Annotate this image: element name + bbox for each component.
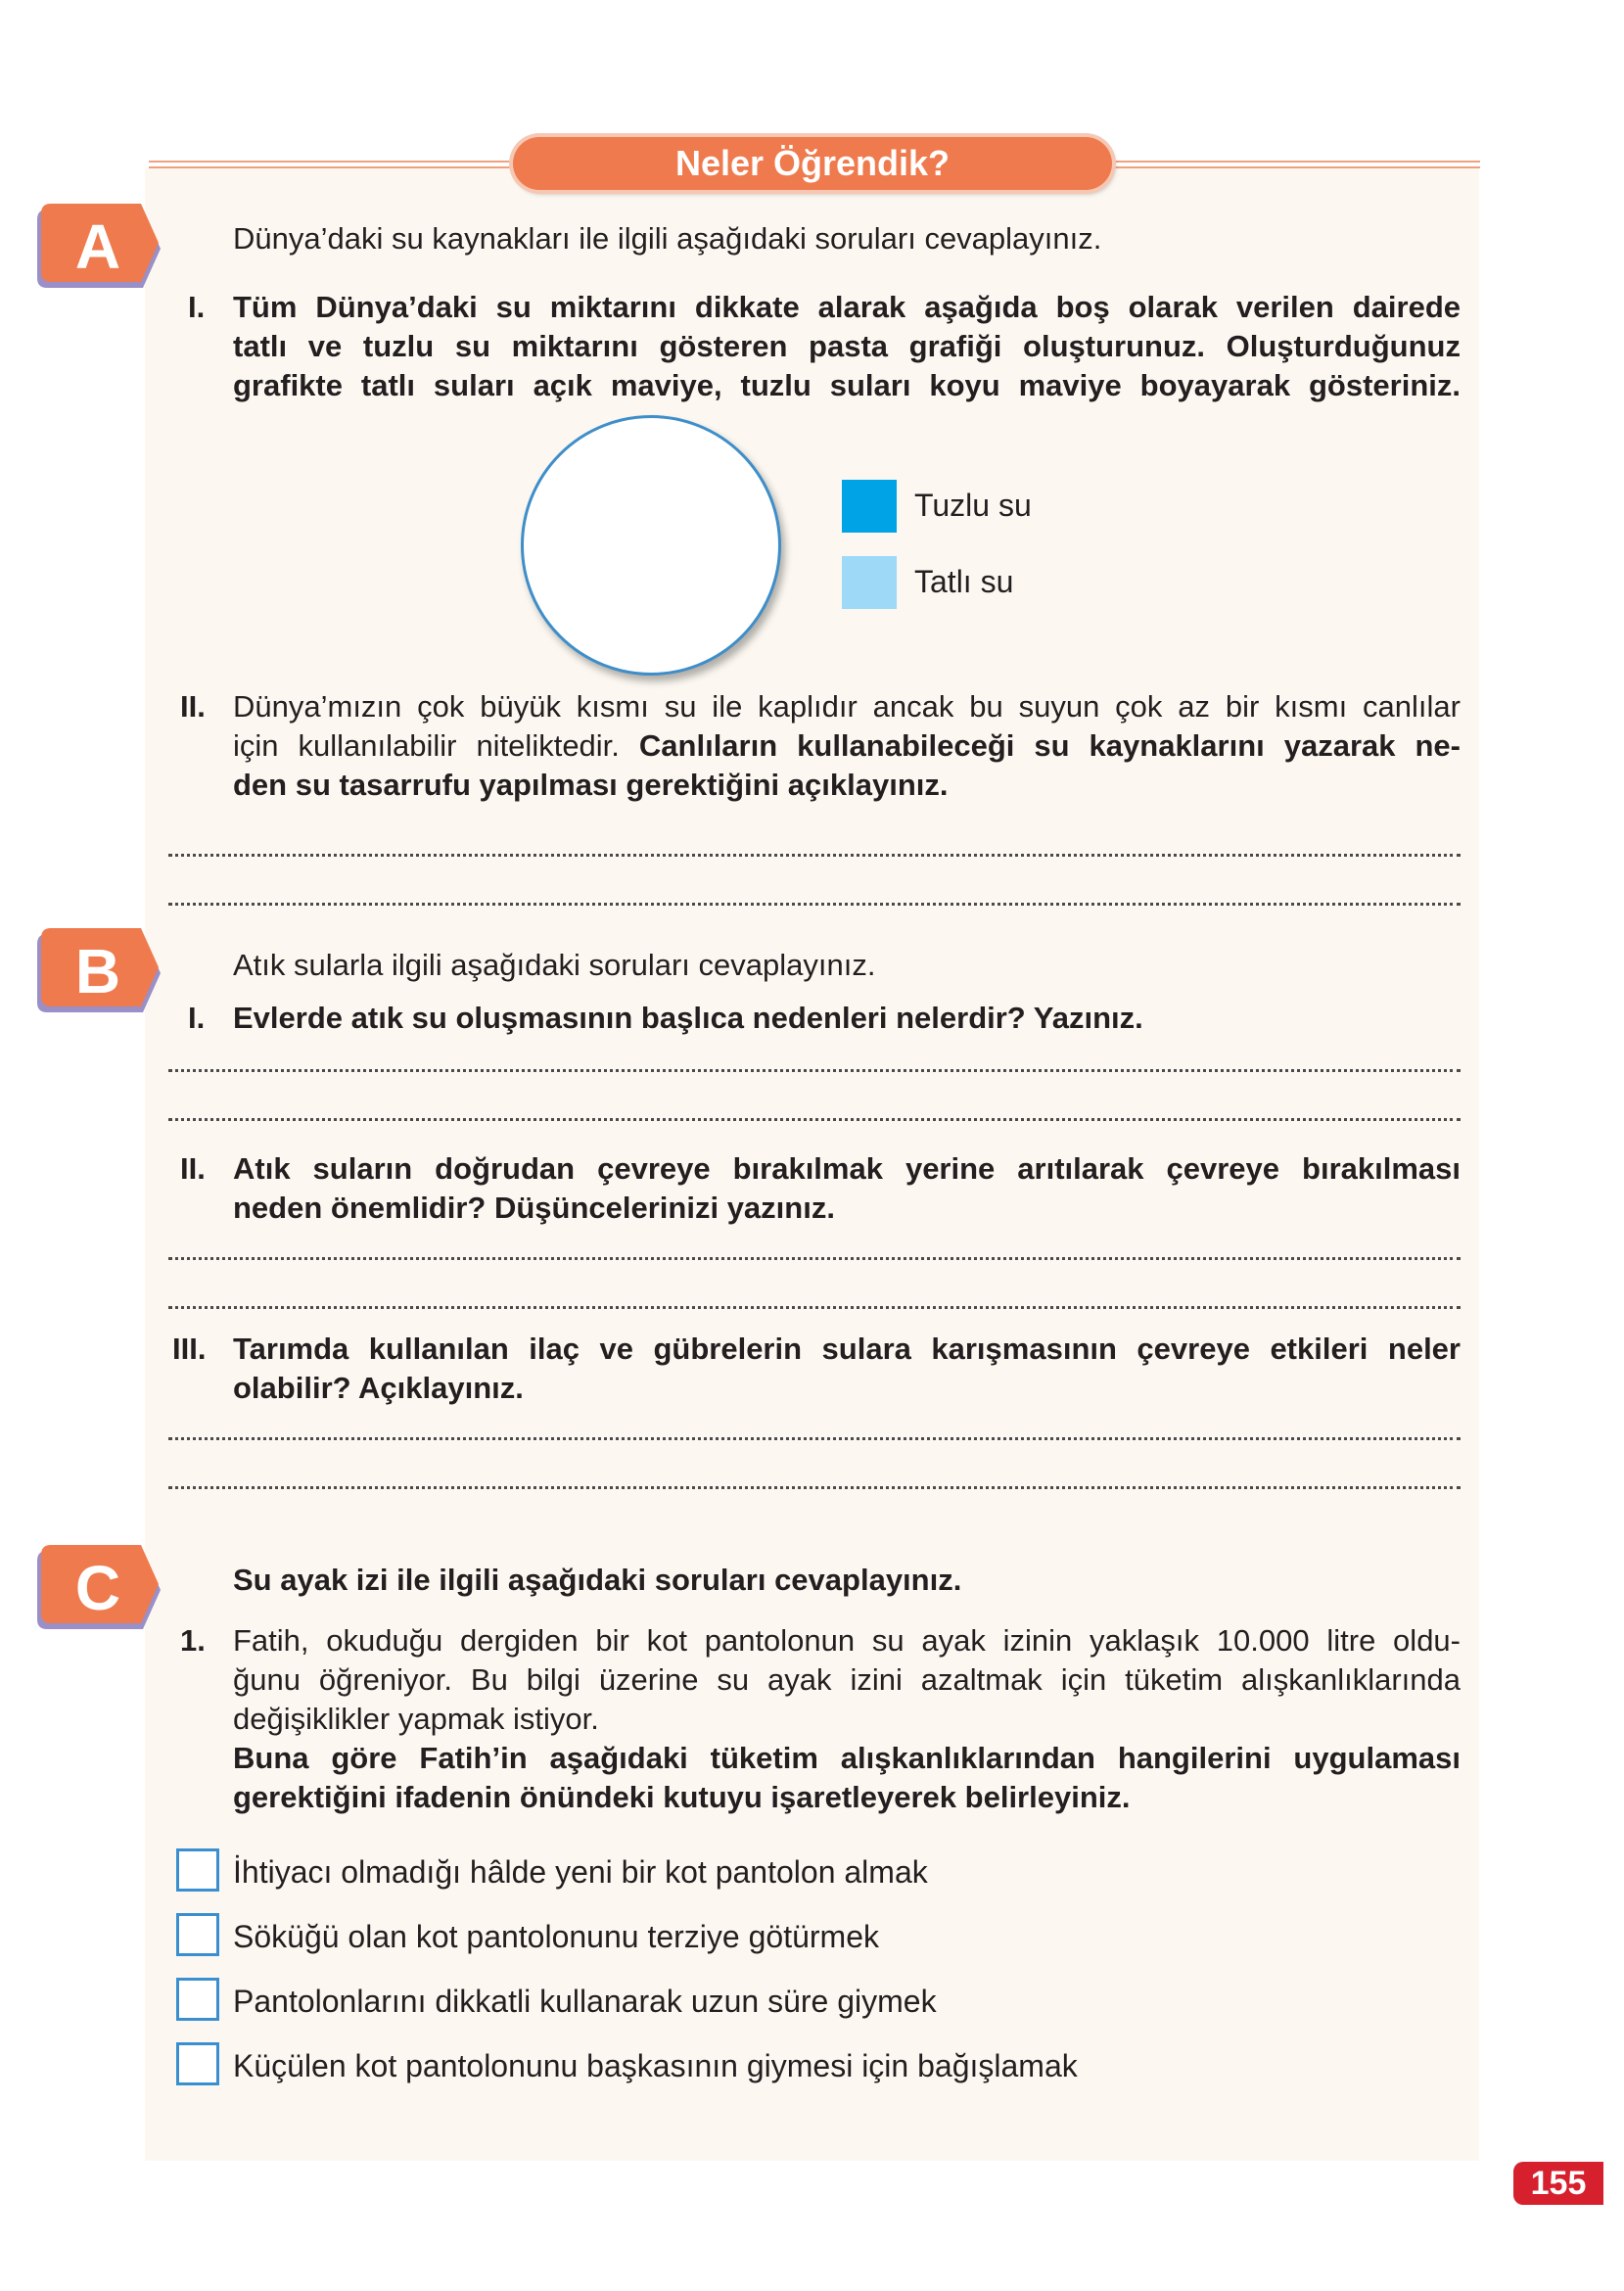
section-c-q1-number: 1.	[180, 1623, 206, 1658]
section-b-q2-line-1: Atık suların doğrudan çevreye bırakılmak yerine arıtılarak çevreye bırakılması	[233, 1151, 1461, 1186]
answer-line-b1-1[interactable]	[168, 1069, 1461, 1072]
section-a-q2-line-3: den su tasarrufu yapılması gerektiğini açıklayınız.	[233, 768, 949, 802]
section-b-intro: Atık sularla ilgili aşağıdaki soruları cevaplayınız.	[233, 948, 876, 982]
empty-pie-chart-circle[interactable]	[521, 415, 781, 676]
section-a-intro: Dünya’daki su kaynakları ile ilgili aşağıdaki soruları cevaplayınız.	[233, 221, 1102, 256]
section-c-q1-line-1: Fatih, okuduğu dergiden bir kot pantolonun su ayak izinin yaklaşık 10.000 litre oldu-	[233, 1623, 1461, 1658]
section-a-q2-line-2	[233, 726, 1461, 766]
legend-label-salt-water: Tuzlu su	[914, 488, 1032, 523]
option-checkbox-4[interactable]	[176, 2042, 219, 2085]
page-number: 155	[1513, 2162, 1603, 2205]
answer-line-a1[interactable]	[168, 854, 1461, 857]
legend-swatch-salt-water	[842, 480, 897, 533]
page-title: Neler Öğrendik?	[513, 137, 1112, 190]
section-c-intro: Su ayak izi ile ilgili aşağıdaki soruları cevaplayınız.	[233, 1563, 962, 1597]
section-a-q2-number: II.	[180, 689, 206, 724]
section-b-q1-text: Evlerde atık su oluşmasının başlıca nedenleri nelerdir? Yazınız.	[233, 1001, 1143, 1035]
answer-line-b3-1[interactable]	[168, 1437, 1461, 1440]
section-c-q1-bold-line-2: gerektiğini ifadenin önündeki kutuyu işaretleyerek belirleyiniz.	[233, 1780, 1131, 1814]
answer-line-a2[interactable]	[168, 903, 1461, 906]
option-checkbox-1[interactable]	[176, 1848, 219, 1892]
section-a-q1-line-3: grafikte tatlı suları açık maviye, tuzlu suları koyu maviye boyayarak gösteriniz.	[233, 368, 1461, 402]
answer-line-b2-2[interactable]	[168, 1306, 1461, 1309]
section-c-letter: C	[74, 1553, 121, 1623]
section-b-q3-number: III.	[172, 1332, 207, 1366]
section-c-badge	[33, 1541, 170, 1635]
section-a-badge	[33, 200, 170, 294]
answer-line-b1-2[interactable]	[168, 1118, 1461, 1121]
section-b-q3-line-1: Tarımda kullanılan ilaç ve gübrelerin sulara karışmasının çevreye etkileri neler	[233, 1332, 1461, 1366]
answer-line-b3-2[interactable]	[168, 1486, 1461, 1489]
legend-swatch-fresh-water	[842, 556, 897, 609]
section-c-q1-line-2: ğunu öğreniyor. Bu bilgi üzerine su ayak izini azaltmak için tüketim alışkanlıklarında	[233, 1662, 1461, 1697]
section-a-q1-line-1: Tüm Dünya’daki su miktarını dikkate alarak aşağıda boş olarak verilen dairede	[233, 290, 1461, 324]
section-a-q2-line-2-normal: için kullanılabilir niteliktedir.	[233, 728, 639, 763]
section-a-q2-line-1: Dünya’mızın çok büyük kısmı su ile kaplıdır ancak bu suyun çok az bir kısmı canlılar	[233, 689, 1461, 724]
section-b-letter: B	[74, 936, 121, 1006]
option-checkbox-2[interactable]	[176, 1913, 219, 1956]
section-b-q2-line-2: neden önemlidir? Düşüncelerinizi yazınız.	[233, 1191, 835, 1225]
answer-line-b2-1[interactable]	[168, 1257, 1461, 1260]
section-b-badge	[33, 924, 170, 1018]
option-label-1: İhtiyacı olmadığı hâlde yeni bir kot pantolon almak	[233, 1854, 928, 1890]
section-a-q1-line-2: tatlı ve tuzlu su miktarını gösteren pasta grafiği oluşturunuz. Oluşturduğunuz	[233, 329, 1461, 363]
section-b-q3-line-2: olabilir? Açıklayınız.	[233, 1371, 524, 1405]
option-label-3: Pantolonlarını dikkatli kullanarak uzun süre giymek	[233, 1984, 937, 2019]
section-c-q1-bold-line-1: Buna göre Fatih’in aşağıdaki tüketim alışkanlıklarından hangilerini uygulaması	[233, 1741, 1461, 1775]
option-label-2: Söküğü olan kot pantolonunu terziye götürmek	[233, 1919, 879, 1954]
section-b-q2-number: II.	[180, 1151, 206, 1186]
option-label-4: Küçülen kot pantolonunu başkasının giymesi için bağışlamak	[233, 2048, 1078, 2083]
section-a-letter: A	[74, 211, 121, 282]
legend-label-fresh-water: Tatlı su	[914, 564, 1014, 599]
section-a-q1-number: I.	[188, 290, 206, 324]
section-c-q1-line-3: değişiklikler yapmak istiyor.	[233, 1702, 599, 1736]
section-b-q1-number: I.	[188, 1001, 206, 1035]
option-checkbox-3[interactable]	[176, 1978, 219, 2021]
section-a-q2-line-2-bold: Canlıların kullanabileceği su kaynaklarını yazarak ne-	[638, 728, 1461, 763]
